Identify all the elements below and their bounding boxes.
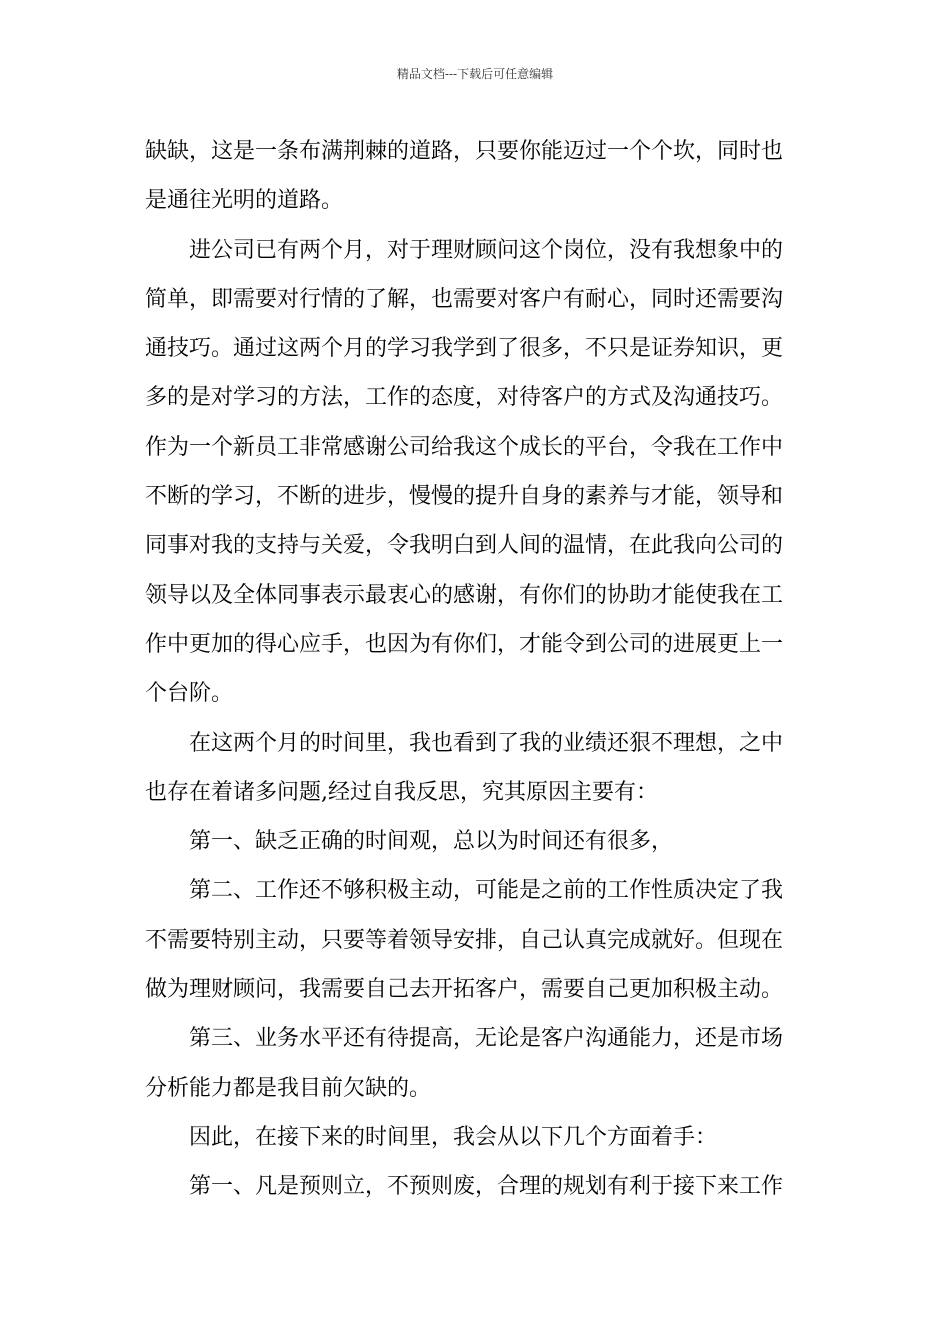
text-line: 作为一个新员工非常感谢公司给我这个成长的平台，令我在工作中 <box>145 434 784 460</box>
text-line: 是通往光明的道路。 <box>145 188 344 214</box>
text-line: 也存在着诸多问题,经过自我反思，究其原因主要有： <box>145 779 658 805</box>
text-line: 不需要特别主动，只要等着领导安排，自己认真完成就好。但现在 <box>145 927 784 953</box>
text-line: 领导以及全体同事表示最衷心的感谢，有你们的协助才能使我在工 <box>145 582 784 608</box>
text-line: 因此，在接下来的时间里，我会从以下几个方面着手： <box>189 1124 718 1150</box>
page-header: 精品文档---下载后可任意编辑 <box>396 67 554 81</box>
text-line: 分析能力都是我目前欠缺的。 <box>145 1075 432 1101</box>
text-line: 个台阶。 <box>145 681 234 707</box>
text-line: 通技巧。通过这两个月的学习我学到了很多，不只是证券知识，更 <box>145 336 784 362</box>
text-line: 第一、缺乏正确的时间观，总以为时间还有很多， <box>189 829 674 855</box>
text-line: 在这两个月的时间里，我也看到了我的业绩还狠不理想，之中 <box>189 730 784 756</box>
text-line: 第三、业务水平还有待提高，无论是客户沟通能力，还是市场 <box>189 1026 784 1052</box>
text-line: 第一、凡是预则立，不预则废，合理的规划有利于接下来工作 <box>189 1174 784 1200</box>
text-line: 第二、工作还不够积极主动，可能是之前的工作性质决定了我 <box>189 878 784 904</box>
text-line: 进公司已有两个月，对于理财顾问这个岗位，没有我想象中的 <box>189 237 784 263</box>
text-line: 简单，即需要对行情的了解，也需要对客户有耐心，同时还需要沟 <box>145 286 784 312</box>
text-line: 不断的学习，不断的进步，慢慢的提升自身的素养与才能，领导和 <box>145 484 784 510</box>
text-line: 多的是对学习的方法，工作的态度，对待客户的方式及沟通技巧。 <box>145 385 784 411</box>
document-body <box>145 127 809 1212</box>
text-line: 作中更加的得心应手，也因为有你们，才能令到公司的进展更上一 <box>145 631 784 657</box>
text-line: 缺缺，这是一条布满荆棘的道路，只要你能迈过一个个坎，同时也 <box>145 139 784 164</box>
text-line: 做为理财顾问，我需要自己去开拓客户，需要自己更加积极主动。 <box>145 977 784 1003</box>
text-line: 同事对我的支持与关爱，令我明白到人间的温情，在此我向公司的 <box>145 533 784 559</box>
